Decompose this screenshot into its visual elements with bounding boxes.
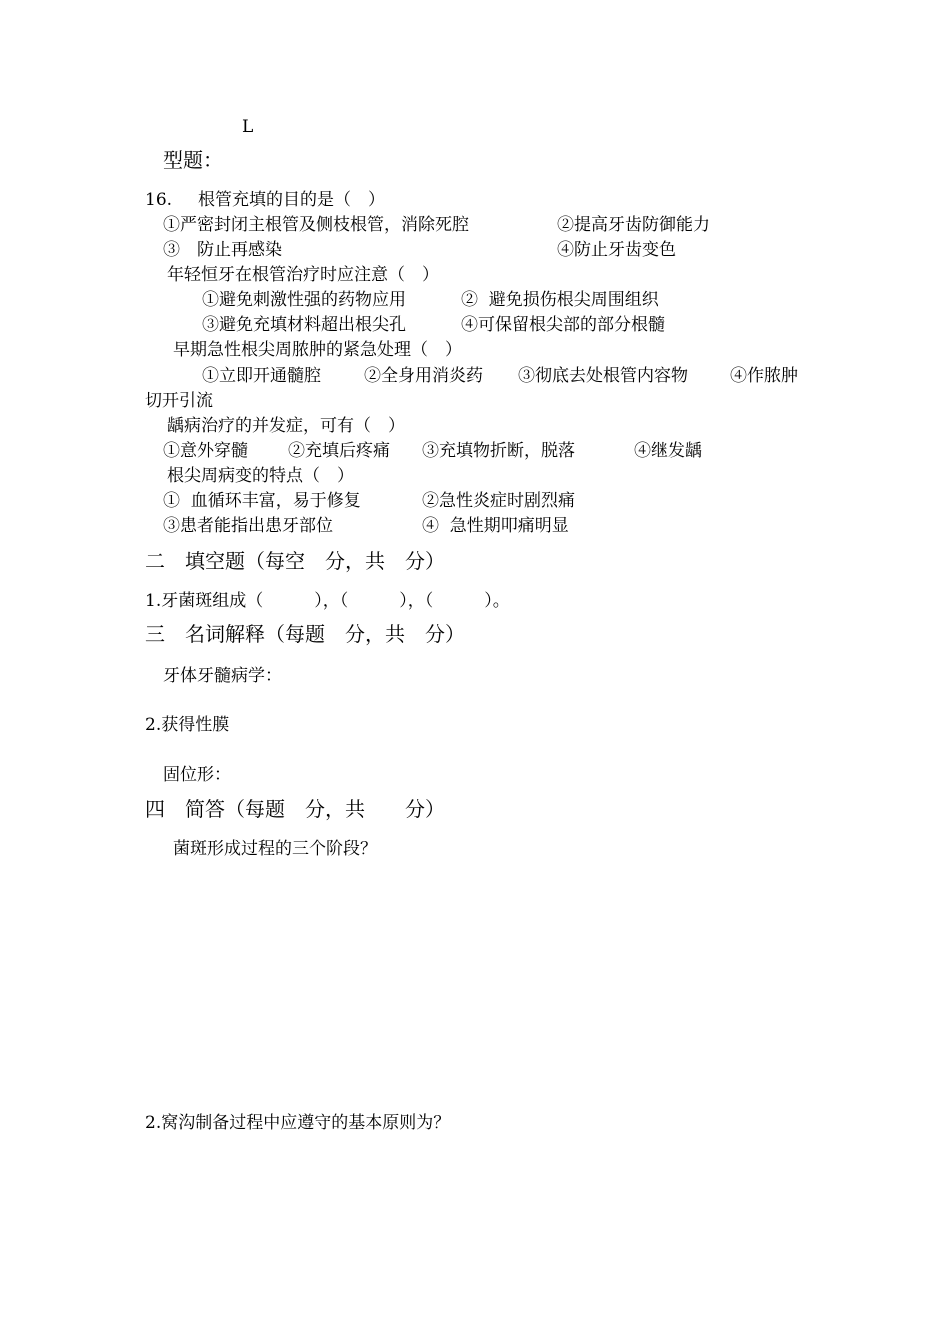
question-20-option-4: ④ 急性期叩痛明显: [422, 516, 569, 536]
question-17-option-3: ③避免充填材料超出根尖孔: [202, 315, 406, 335]
section-3-heading: 三 名词解释（每题 分，共 分）: [145, 622, 465, 646]
question-19-option-4: ④继发龋: [634, 441, 702, 461]
question-20-stem: 根尖周病变的特点（ ）: [167, 466, 354, 486]
question-17-stem: 年轻恒牙在根管治疗时应注意（ ）: [167, 265, 439, 285]
question-16-stem: 根管充填的目的是（ ）: [198, 190, 385, 210]
section-2-heading: 二 填空题（每空 分，共 分）: [145, 549, 445, 573]
question-19-option-2: ②充填后疼痛: [288, 441, 390, 461]
question-16-option-4: ④防止牙齿变色: [557, 240, 676, 260]
question-19-stem: 龋病治疗的并发症，可有（ ）: [167, 416, 405, 436]
question-17-option-1: ①避免刺激性强的药物应用: [202, 290, 406, 310]
question-20-option-3: ③患者能指出患牙部位: [163, 516, 333, 536]
question-16-option-3: ③ 防止再感染: [163, 240, 282, 260]
fill-blank-question-1: 1.牙菌斑组成（ ），（ ），（ ）。: [145, 591, 510, 611]
top-mark: L: [242, 117, 254, 137]
term-question-1: 牙体牙髓病学：: [163, 666, 282, 686]
term-question-3: 固位形：: [163, 765, 231, 785]
question-20-option-1: ① 血循环丰富，易于修复: [163, 491, 361, 511]
question-18-stem: 早期急性根尖周脓肿的紧急处理（ ）: [173, 340, 462, 360]
question-17-option-2: ② 避免损伤根尖周围组织: [461, 290, 659, 310]
short-answer-question-1: 菌斑形成过程的三个阶段？: [173, 839, 377, 859]
question-20-option-2: ②急性炎症时剧烈痛: [422, 491, 575, 511]
question-18-option-4: ④作脓肿: [730, 366, 798, 386]
question-18-option-2: ②全身用消炎药: [364, 366, 483, 386]
question-16-number: 16.: [145, 190, 173, 210]
short-answer-question-2: 2.窝沟制备过程中应遵守的基本原则为？: [145, 1113, 451, 1133]
question-18-option-3: ③彻底去处根管内容物: [518, 366, 688, 386]
question-18-option-4-continued: 切开引流: [145, 391, 213, 411]
question-16-option-1: ①严密封闭主根管及侧枝根管，消除死腔: [163, 215, 469, 235]
question-16-option-2: ②提高牙齿防御能力: [557, 215, 710, 235]
section-type-label: 型题：: [163, 148, 223, 172]
section-4-heading: 四 简答（每题 分，共 分）: [145, 797, 445, 821]
term-question-2: 2.获得性膜: [145, 715, 230, 735]
question-17-option-4: ④可保留根尖部的部分根髓: [461, 315, 665, 335]
question-18-option-1: ①立即开通髓腔: [202, 366, 321, 386]
question-19-option-3: ③充填物折断，脱落: [422, 441, 575, 461]
question-19-option-1: ①意外穿髓: [163, 441, 248, 461]
